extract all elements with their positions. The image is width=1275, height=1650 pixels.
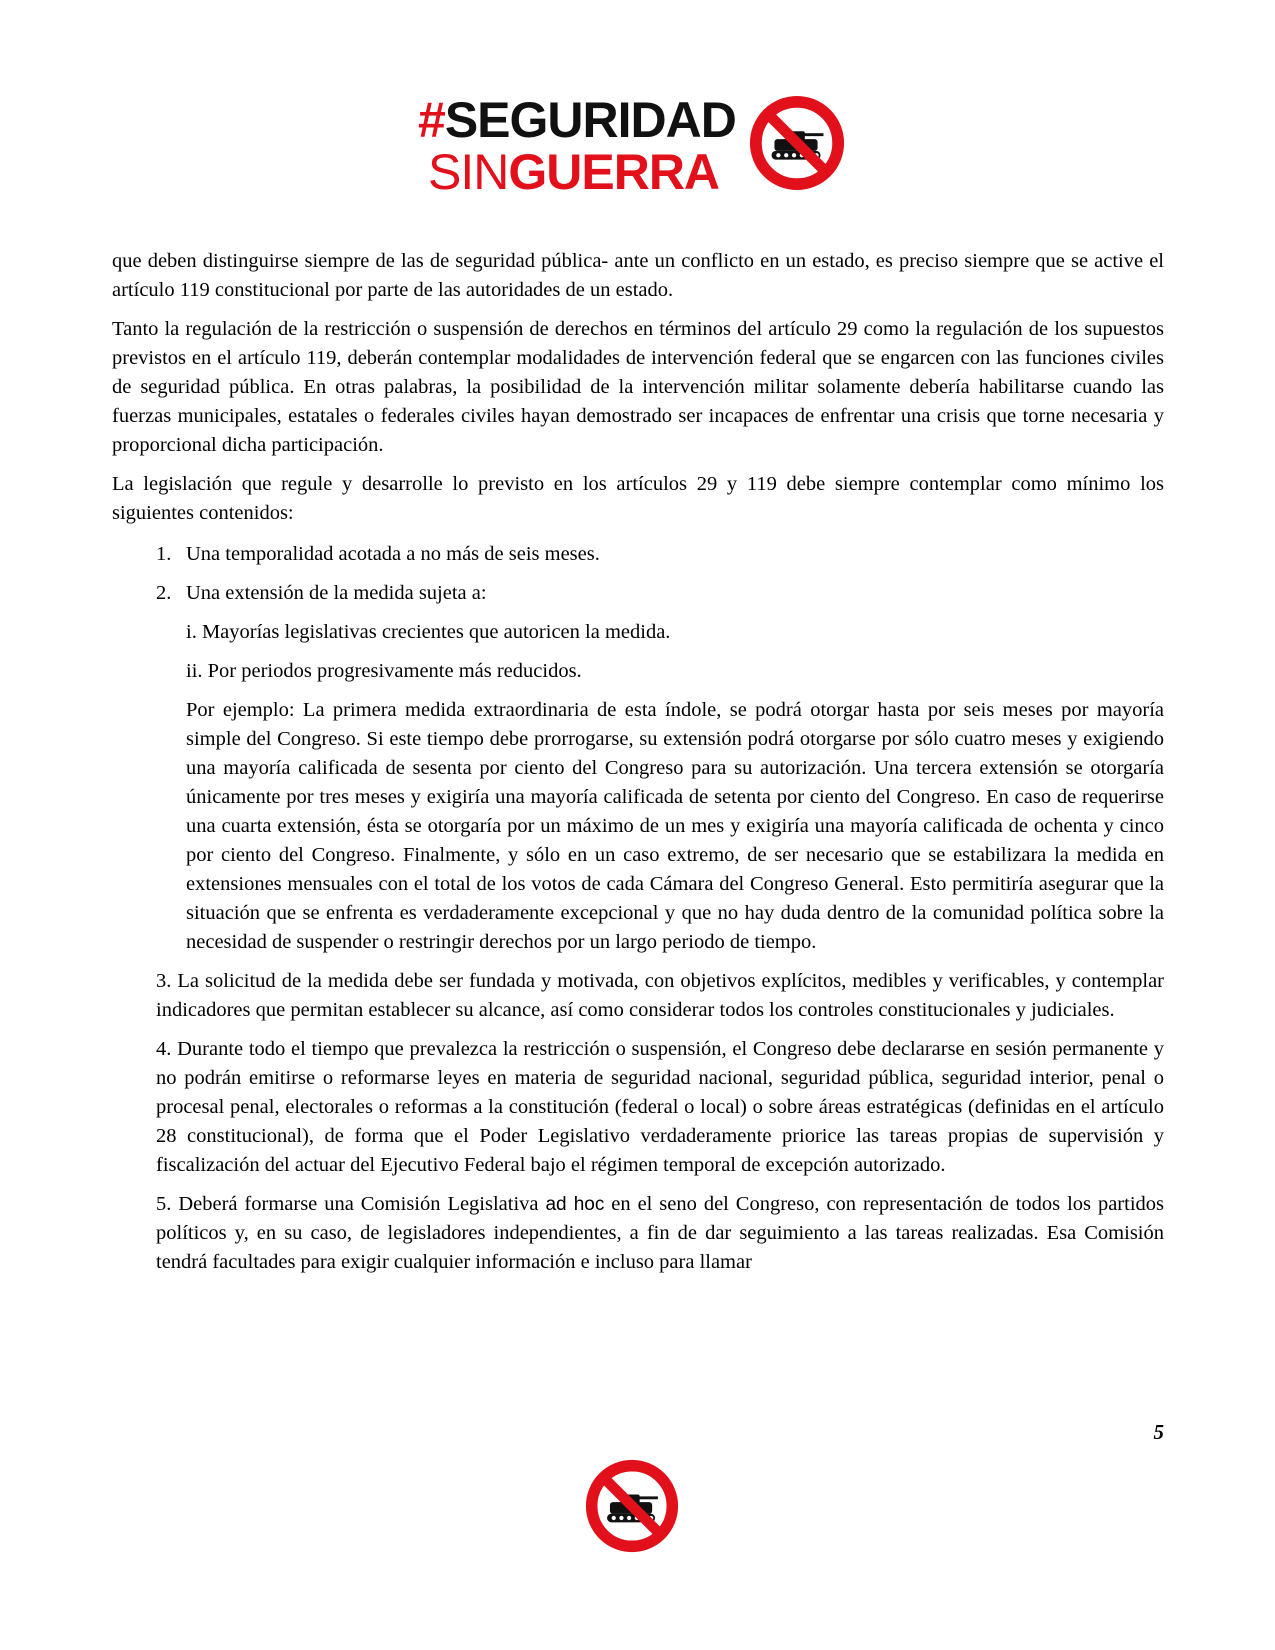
- no-tank-icon: [748, 94, 846, 192]
- logo-word-sin: SIN: [428, 144, 509, 200]
- list-item-4: 4. Durante todo el tiempo que prevalezca la restricción o suspensión, el Congreso debe declararse en sesión permanente y no podrán emitirse o reformarse leyes en materia de seguridad nacional, seguridad pública, seguridad interior, penal o procesal penal, electorales o reformas a la constitución (federal o local) o sobre áreas estratégicas (definidas en el artículo 28 constitucional), de forma que el Poder Legislativo verdaderamente priorice las tareas propias de supervisión y fiscalización del actuar del Ejecutivo Federal bajo el régimen temporal de excepción autorizado.: [156, 1038, 1164, 1176]
- logo-line-1: [418, 92, 736, 148]
- paragraph-3: La legislación que regule y desarrolle lo previsto en los artículos 29 y 119 debe siempre contemplar como mínimo los siguientes contenidos:: [112, 473, 1164, 524]
- logo-hash: #: [418, 92, 445, 148]
- requirements-list: [112, 540, 1164, 1277]
- logo-word-guerra: GUERRA: [508, 144, 720, 200]
- list-item-5-text-a: 5. Deberá formarse una Comisión Legislativa: [156, 1193, 546, 1215]
- logo-line-2: [428, 144, 719, 200]
- list-item-2-number: 2.: [156, 582, 172, 604]
- list-item-5-text-b: en el seno del Congreso, con representación de todos los partidos políticos y, en su caso, de legisladores independientes, a fin de dar seguimiento a las tareas realizadas. Esa Comisión tendrá facultades para exigir cualquier información e incluso para llamar: [156, 1193, 1165, 1273]
- sub-item-i: i. Mayorías legislativas crecientes que autoricen la medida.: [186, 621, 671, 643]
- no-tank-icon: [584, 1458, 680, 1554]
- paragraph-1: que deben distinguirse siempre de las de seguridad pública- ante un conflicto en un estado, es preciso siempre que se active el artículo 119 constitucional por parte de las autoridades de un estado.: [112, 250, 1164, 301]
- logo-word-seguridad: SEGURIDAD: [444, 92, 736, 148]
- list-item-5-adhoc: ad hoc: [545, 1194, 605, 1215]
- list-item-3: 3. La solicitud de la medida debe ser fundada y motivada, con objetivos explícitos, medibles y verificables, y contemplar indicadores que permitan establecer su alcance, así como considerar todos los controles constitucionales y judiciales.: [156, 970, 1164, 1021]
- page-number: 5: [1153, 1420, 1164, 1444]
- example-paragraph: Por ejemplo: La primera medida extraordinaria de esta índole, se podrá otorgar hasta por seis meses por mayoría simple del Congreso. Si este tiempo debe prorrogarse, su extensión podrá otorgarse por sólo cuatro meses y exigiendo una mayoría calificada de sesenta por ciento del Congreso para su autorización. Una tercera extensión se otorgaría únicamente por tres meses y exigiría una mayoría calificada de setenta por ciento del Congreso. En caso de requerirse una cuarta extensión, ésta se otorgaría por un máximo de un mes y exigiría una mayoría calificada de ochenta y cinco por ciento del Congreso. Finalmente, y sólo en un caso extremo, de ser necesario que se estabilizara la medida en extensiones mensuales con el total de los votos de cada Cámara del Congreso General. Esto permitiría asegurar que la situación que se enfrenta es verdaderamente excepcional y que no hay duda dentro de la comunidad política sobre la necesidad de suspender o restringir derechos por un largo periodo de tiempo.: [186, 699, 1164, 953]
- list-item-5: [112, 1190, 1164, 1277]
- list-item-2-text: Una extensión de la medida sujeta a:: [186, 582, 487, 604]
- list-item-1-text: Una temporalidad acotada a no más de seis meses.: [186, 543, 600, 565]
- list-item-1-number: 1.: [156, 543, 172, 565]
- list-item-2: [112, 579, 1164, 608]
- paragraph-2: Tanto la regulación de la restricción o suspensión de derechos en términos del artículo 29 como la regulación de los supuestos previstos en el artículo 119, deberán contemplar modalidades de intervención federal que se engarcen con las funciones civiles de seguridad pública. En otras palabras, la posibilidad de la intervención militar solamente debería habilitarse cuando las fuerzas municipales, estatales o federales civiles hayan demostrado ser incapaces de enfrentar una crisis que torne necesaria y proporcional dicha participación.: [112, 318, 1164, 456]
- document-body: [112, 247, 1164, 1287]
- sub-item-ii: ii. Por periodos progresivamente más reducidos.: [186, 660, 582, 682]
- list-item-1: [112, 540, 1164, 569]
- header-logo: [418, 92, 858, 198]
